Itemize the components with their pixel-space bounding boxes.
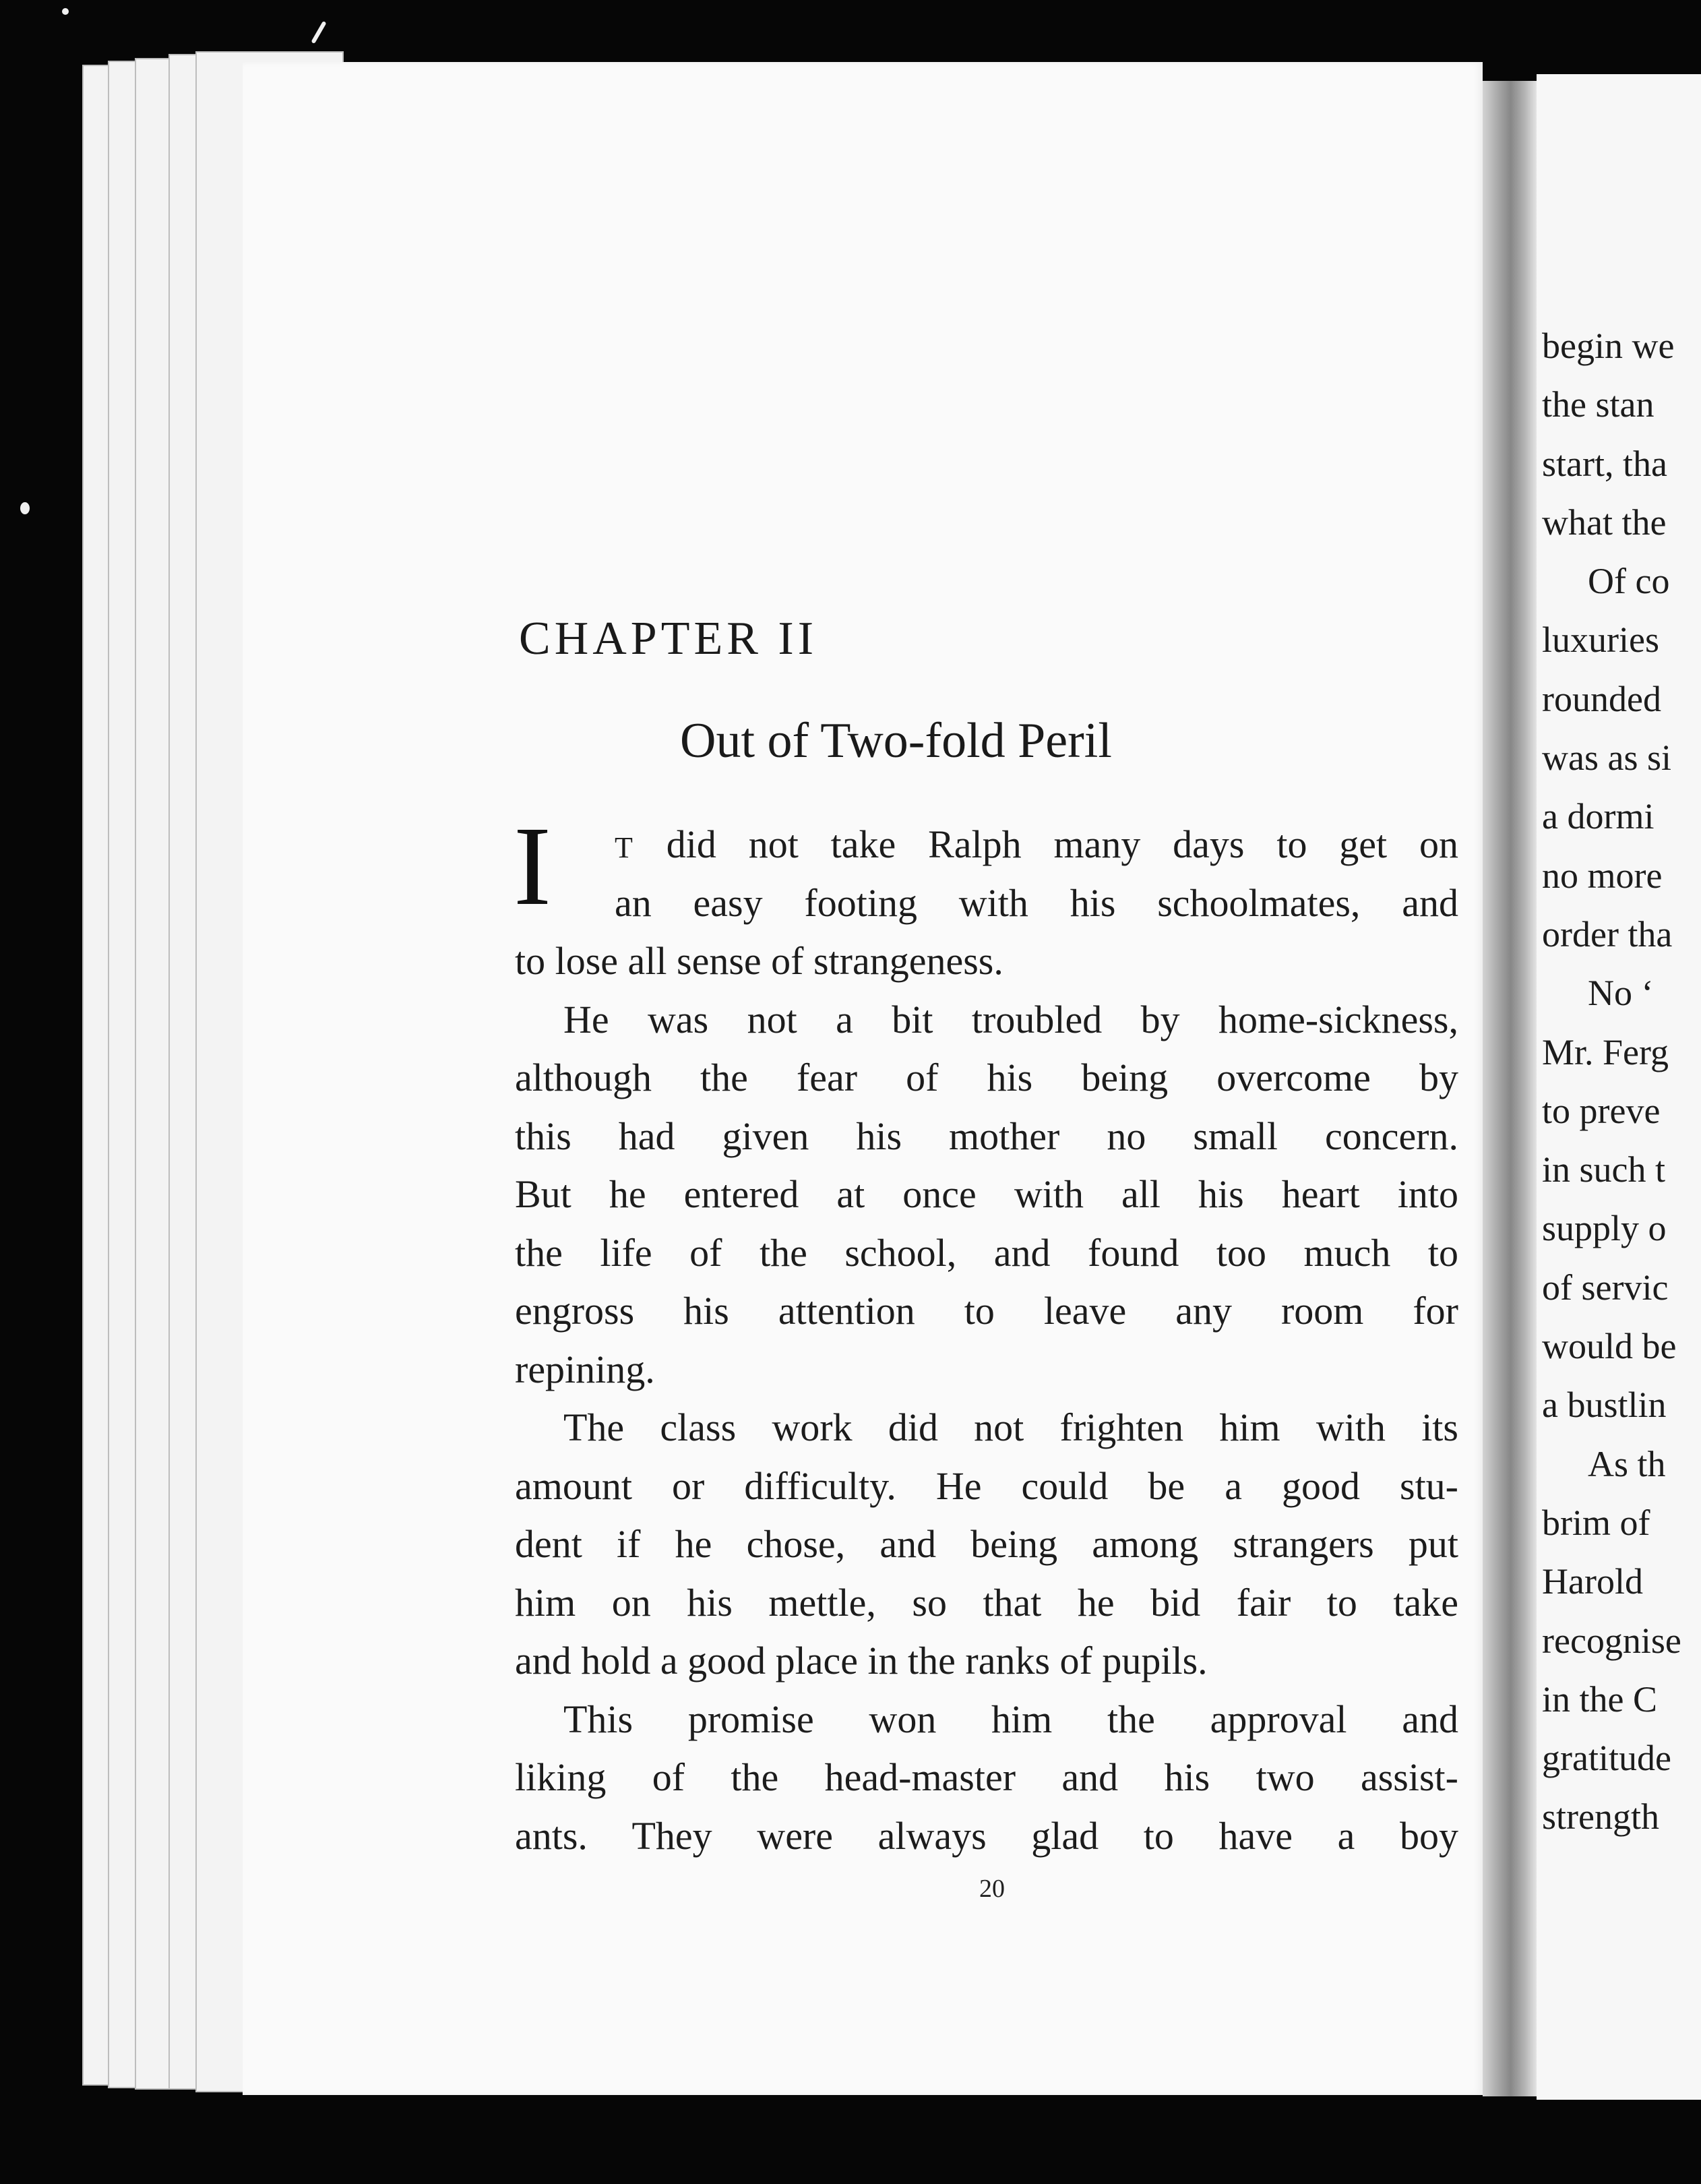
text-line: strength [1542,1796,1659,1838]
text-line: although the fear of his being overcome by [515,1056,1458,1099]
text-line: the life of the school, and found too much to [515,1230,1458,1275]
text-line: recognise [1542,1620,1681,1661]
text-line: was as si [1542,737,1671,779]
text-line: brim of [1542,1502,1650,1543]
text-line: in the C [1542,1678,1657,1720]
text-line: no more [1542,855,1663,896]
dust-speck [62,8,69,15]
text-line: ants. They were always glad to have a boy [515,1813,1458,1858]
text-line: supply o [1542,1208,1667,1249]
text-line: amount or difficulty. He could be a good stu- [515,1463,1458,1508]
text-line: start, tha [1542,443,1667,484]
text-line: repining. [515,1347,655,1391]
small-caps-letter: T [615,831,634,864]
drop-cap: I [514,803,551,929]
text-line: would be [1542,1326,1677,1367]
text-line: gratitude [1542,1738,1671,1779]
text-line: and hold a good place in the ranks of pupils. [515,1639,1208,1682]
text-line: This promise won him the approval and [563,1697,1458,1741]
text-line: No ‘ [1588,973,1654,1014]
text-line: him on his mettle, so that he bid fair to take [515,1580,1458,1625]
text-line: a bustlin [1542,1385,1667,1426]
text-line: order tha [1542,913,1673,954]
text-line: The class work did not frighten him with its [563,1405,1458,1449]
text-line: engross his attention to leave any room for [515,1289,1458,1333]
text-line: an easy footing with his schoolmates, and [615,880,1458,925]
text-line: in such t [1542,1149,1665,1190]
text-line: a dormi [1542,796,1654,837]
text-line: to preve [1542,1090,1661,1131]
text-line [515,816,1458,874]
text-line: to lose all sense of strangeness. [515,939,1003,983]
dust-speck [20,502,30,514]
text-line: begin we [1542,326,1675,366]
text-line: As th [1588,1443,1666,1484]
text-line: rounded [1542,678,1661,719]
text-line: of servic [1542,1267,1669,1308]
body-text [514,803,1458,1865]
text-line: dent if he chose, and being among strangers put [515,1522,1458,1566]
page-number: 20 [979,1875,1005,1903]
text-line: Of co [1588,561,1670,602]
chapter-title: Out of Two-fold Peril [680,713,1112,768]
text-line: the stan [1542,384,1654,425]
chapter-label: CHAPTER II [519,613,818,665]
right-page-text [1542,317,1681,1847]
text-line: this had given his mother no small concern. [515,1114,1458,1158]
text-line: But he entered at once with all his heart into [515,1172,1458,1216]
text-line: luxuries [1542,619,1659,661]
text-line: Harold [1542,1561,1643,1602]
dust-speck [311,21,326,44]
text-line: He was not a bit troubled by home-sickness, [563,997,1458,1041]
text-line: what the [1542,502,1667,543]
text-line: liking of the head-master and his two assist- [515,1755,1458,1799]
text-line: Mr. Ferg [1542,1031,1669,1072]
book-gutter [1483,81,1537,2096]
text-line-rest: did not take Ralph many days to get on [633,822,1458,866]
